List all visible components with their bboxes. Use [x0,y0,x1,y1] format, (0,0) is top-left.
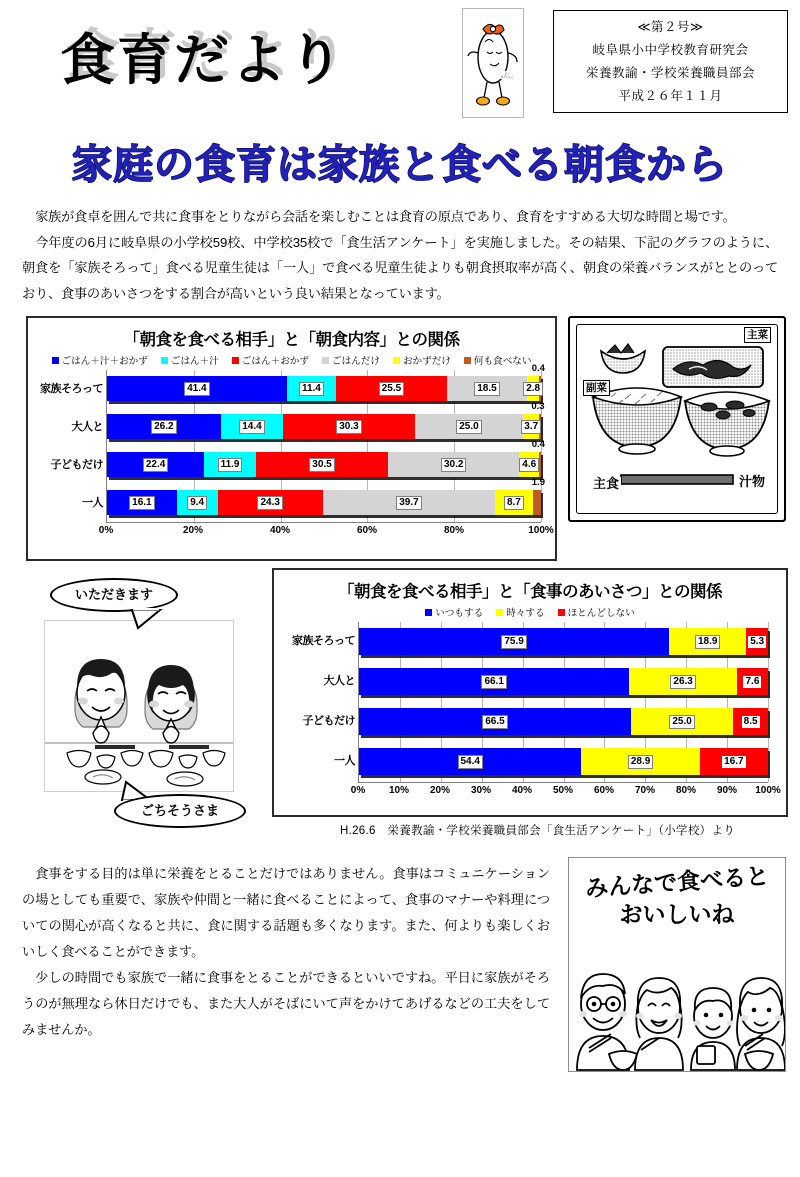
category-label: 一人 [82,497,103,509]
closing-paragraph-2: 少しの時間でも家族で一緒に食事をとることができるといいですね。平日に家族がそろうのが無理なら休日だけでも、また大人がそばにいて声をかけてあげるなどの工夫をしてみませんか。 [22,970,550,1037]
family-caption-line1: みんなで食べると [584,863,770,903]
issue-number: ≪第２号≫ [637,20,704,34]
publication-title: 食育だより [60,28,346,92]
legend-label: 何も食べない [473,356,532,367]
stacked-bar [359,748,768,775]
source-note: H.26.6 栄養教諭・学校栄養職員部会「食生活アンケート」（小学校）より [340,825,736,837]
bar-segment-value: 16.1 [129,496,154,510]
bar-segment [415,414,524,439]
legend-swatch-icon [161,357,168,364]
bar-segment [447,376,527,401]
two-children-praying-icon [45,621,234,792]
bar-segment-value: 5.3 [747,635,767,649]
bar-segment-value: 9.4 [187,496,207,510]
masthead [0,0,800,125]
x-axis-tick: 70% [634,785,656,796]
bar-segment [631,708,733,735]
chart2-x-axis [350,782,781,798]
family-caption-line2: おいしいね [619,902,735,928]
bar-segment [283,414,415,439]
issue-date: 平成２６年１１月 [618,89,723,103]
legend-swatch-icon [425,609,432,616]
bar-segment-value: 8.5 [741,715,761,729]
legend-item-5 [464,353,532,367]
bar-segment-callout-value: 0.4 [531,439,545,450]
family-eating-illustration [568,857,786,1072]
chart-breakfast-content [26,316,557,561]
legend-item-4 [393,353,451,367]
x-axis-tick: 100% [755,785,781,796]
legend-label: ごはん＋汁＋おかず [61,356,148,367]
bar-segment [218,490,323,515]
legend-item-3 [322,353,380,367]
legend-swatch-icon [393,357,400,364]
bar-segment-value: 41.4 [184,382,209,396]
legend-label: ごはん＋おかず [241,356,309,367]
bar-segment-value: 28.9 [628,755,653,769]
stacked-bar [107,439,545,477]
bar-segment [388,452,519,477]
bar-segment [531,439,545,477]
bar-segment [733,708,768,735]
bar-segment [523,414,539,439]
chart2-plot-area [292,622,768,782]
bar-segment [204,452,256,477]
legend-label: ごはん＋汁 [170,356,219,367]
legend-item-0 [425,605,483,619]
mascot-rice-character-icon [463,9,523,117]
bar-segment [669,628,746,655]
bar-segment-value: 26.3 [670,675,695,689]
legend-label: 時々する [506,608,545,619]
bar-segment-value: 25.0 [456,420,481,434]
family-of-four-icon [569,946,785,1071]
category-label: 子どもだけ [302,715,355,727]
x-axis-tick: 10% [388,785,410,796]
legend-label: おかずだけ [402,356,451,367]
bar-segment-value: 30.3 [336,420,361,434]
x-axis-tick: 40% [511,785,533,796]
stacked-bar [107,363,545,401]
meal-inner-frame [576,324,778,514]
meal-label-fukusai: 副菜 [583,380,610,396]
issuer-division: 栄養教諭・学校栄養職員部会 [585,66,755,80]
closing-row [0,857,800,1087]
bar-segment [323,490,495,515]
bar-segment [700,748,768,775]
legend-swatch-icon [232,357,239,364]
x-axis-tick: 0% [350,785,366,796]
issuer-org: 岐阜県小中学校教育研究会 [592,43,749,57]
legend-item-1 [496,605,544,619]
speech-bubble-itadakimasu: いただきます [50,578,178,612]
x-axis-tick: 30% [470,785,492,796]
bar-segment-value: 2.8 [523,382,543,396]
stacked-bar [107,401,545,439]
balanced-meal-illustration [568,316,786,522]
legend-swatch-icon [464,357,471,364]
legend-item-2 [232,353,309,367]
legend-swatch-icon [558,609,565,616]
category-label: 大人と [323,675,355,687]
meal-label-shusai: 主菜 [744,327,771,343]
bar-segment-value: 11.9 [218,458,243,472]
svg-text:ぎふ: ぎふ [504,73,510,76]
closing-text [22,861,550,1043]
chart-bar-row [302,702,768,742]
bar-segment [359,668,629,695]
chart-bar-row [334,742,768,782]
category-label: 家族そろって [292,635,355,647]
bar-segment-value: 39.7 [396,496,421,510]
bar-segment-callout-value: 1.9 [531,477,545,488]
bar-segment-value: 30.2 [441,458,466,472]
x-axis-tick: 50% [552,785,574,796]
bar-segment-value: 4.6 [519,458,539,472]
bar-segment-value: 22.4 [143,458,168,472]
legend-label: ほとんどしない [567,608,635,619]
bar-segment [527,376,539,401]
bar-segment-value: 25.0 [669,715,694,729]
bar-segment-callout-value: 0.4 [531,363,545,374]
bar-segment-value: 7.6 [742,675,762,689]
bar-segment-value: 54.4 [458,755,483,769]
chart-bar-row [82,477,545,522]
category-label: 家族そろって [40,383,103,395]
bar-segment [107,414,221,439]
bar-segment-value: 75.9 [501,635,526,649]
issue-info-box [553,10,788,113]
mascot-illustration [462,8,524,118]
category-label: 子どもだけ [50,459,103,471]
bar-segment [107,452,204,477]
bar-segment [495,490,533,515]
intro-paragraph-1: 家族が食卓を囲んで共に食事をとりながら会話を楽しむことは食育の原点であり、食育をすすめる大切な時間と場です。 [35,209,736,224]
legend-item-0 [52,353,148,367]
speech-bubble-tail-top-icon [130,608,164,630]
bar-segment [359,708,631,735]
x-axis-tick: 90% [716,785,738,796]
bar-segment-value: 24.3 [257,496,282,510]
kids-frame [44,620,234,792]
bar-segment [737,668,768,695]
legend-item-1 [161,353,219,367]
intro-text [0,204,800,306]
bar-segment [256,452,388,477]
x-axis-tick: 0% [98,525,114,536]
bar-segment-value: 18.5 [474,382,499,396]
bar-segment-value: 11.4 [299,382,324,396]
chart-meal-greeting [272,568,788,817]
x-axis-tick: 20% [182,525,204,536]
x-axis-tick: 60% [593,785,615,796]
chart2-title: 「朝食を食べる相手」と「食事のあいさつ」との関係 [338,582,722,601]
legend-swatch-icon [52,357,59,364]
bar-segment [359,748,581,775]
x-axis-tick: 20% [429,785,451,796]
bar-segment-value: 30.5 [309,458,334,472]
bar-segment [287,376,336,401]
chart1-x-axis [98,522,554,538]
bar-segment [581,748,699,775]
category-label: 一人 [334,755,355,767]
chart2-legend [280,605,780,619]
bar-segment-value: 26.2 [151,420,176,434]
meal-label-shushoku: 主食 [593,476,620,491]
headline: 家庭の食育は家族と食べる朝食から [72,142,728,188]
bar-segment [531,477,545,515]
chart-bar-row [50,439,545,484]
category-label: 大人と [71,421,103,433]
bar-segment-value: 14.4 [239,420,264,434]
kids-greeting-illustration [22,576,266,838]
speech-bubble-gochisousama: ごちそうさま [114,794,246,828]
legend-item-2 [558,605,635,619]
legend-label: いつもする [435,608,484,619]
gridline [768,622,769,782]
x-axis-tick: 40% [269,525,291,536]
chart1-title: 「朝食を食べる相手」と「朝食内容」との関係 [123,330,460,349]
x-axis-tick: 80% [675,785,697,796]
bar-segment-value: 66.5 [482,715,507,729]
bar-segment [107,490,177,515]
stacked-bar [107,477,545,515]
bar-segment-value: 18.9 [695,635,720,649]
bar-segment [746,628,768,655]
stacked-bar [359,668,768,695]
bar-segment [107,376,287,401]
bar-segment-value: 3.7 [521,420,541,434]
bar-segment [177,490,218,515]
x-axis-tick: 100% [528,525,554,536]
x-axis-tick: 60% [356,525,378,536]
bar-segment-value: 66.1 [481,675,506,689]
bar-segment [221,414,283,439]
chart-bar-row [323,662,768,702]
intro-paragraph-2: 今年度の6月に岐阜県の小学校59校、中学校35校で「食生活アンケート」を実施しました。その結果、下記のグラフのように、朝食を「家族そろって」食べる児童生徒は「一人」で食べる児童生徒よりも朝食摂取率が高く、朝食の栄養バランスがととのっており、食事のあいさつをする割合が高いという良い結果となっています。 [22,234,778,301]
svg-text:食育ちゃん: 食育ちゃん [500,76,514,79]
plot-inner [292,622,768,782]
bar-segment [359,628,669,655]
chart-bar-row [292,622,768,662]
bar-segment-value: 8.7 [504,496,524,510]
stacked-bar [359,628,768,655]
plot-inner [40,363,545,522]
legend-label: ごはんだけ [331,356,380,367]
kids-and-greeting-chart-row [0,568,800,853]
stacked-bar [359,708,768,735]
meal-label-shirumono: 汁物 [738,474,765,489]
bar-segment-value: 16.7 [721,755,746,769]
chart-and-meal-row [0,316,800,566]
closing-paragraph-1: 食事をする目的は単に栄養をとることだけではありません。食事はコミュニケーションの場としても重要で、家族や仲間と一緒に食べることによって、食事のマナーや料理についての関心が高くなると共に、食に関する話題も多くなります。また、何よりも楽しくおいしく食べることができます。 [22,866,550,959]
bar-segment-value: 25.5 [379,382,404,396]
bar-segment [519,452,539,477]
bar-segment [629,668,737,695]
chart1-plot-area [40,363,545,522]
bar-segment [336,376,447,401]
legend-swatch-icon [322,357,329,364]
chart1-legend [34,353,549,367]
x-axis-tick: 80% [443,525,465,536]
bar-segment-callout-value: 0.3 [531,401,545,412]
legend-swatch-icon [496,609,503,616]
